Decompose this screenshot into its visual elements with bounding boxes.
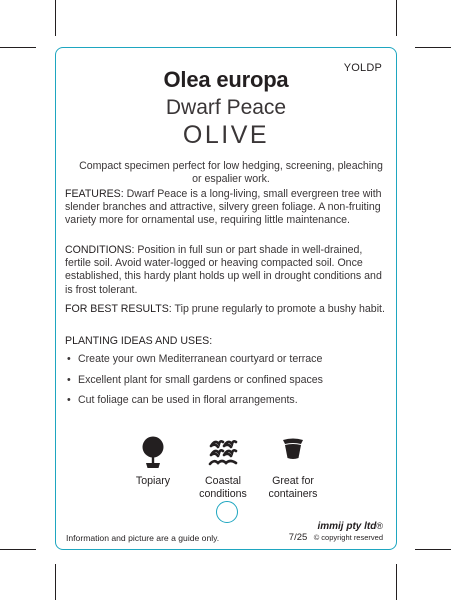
crop-mark	[415, 549, 451, 550]
plant-label-card	[55, 47, 397, 550]
features-text: Dwarf Peace is a long-living, small evergreen tree with slender branches and attractive, silvery green foliage. A non-fruiting variety more for ornamental use, requiring little maintenance.	[65, 188, 382, 227]
topiary-label: Topiary	[135, 475, 171, 487]
planting-heading: PLANTING IDEAS AND USES:	[65, 335, 213, 347]
coastal-label	[183, 475, 263, 500]
copyright: © copyright reserved	[313, 533, 383, 542]
punch-hole-circle	[216, 501, 238, 523]
conditions-section	[65, 244, 387, 297]
bullet-icon: •	[67, 373, 71, 386]
intro-text: Compact specimen perfect for low hedging, screening, pleaching or espalier work.	[79, 160, 383, 186]
best-results-section	[65, 303, 387, 316]
botanical-name: Olea europa	[163, 67, 289, 92]
bullet-icon: •	[67, 353, 71, 365]
brand-name: immij pty ltd	[317, 521, 377, 532]
container-label-line1: Great for	[272, 475, 314, 487]
best-results-heading: FOR BEST RESULTS:	[65, 303, 172, 315]
crop-mark	[0, 549, 36, 550]
crop-mark	[0, 47, 36, 48]
coastal-label-line2: conditions	[199, 487, 247, 500]
crop-mark	[396, 0, 397, 36]
disclaimer: Information and picture are a guide only.	[66, 533, 220, 543]
list-item-text: Excellent plant for small gardens or confined spaces	[78, 373, 323, 386]
list-item-text: Cut foliage can be used in floral arrangements.	[78, 394, 298, 406]
features-section	[65, 188, 387, 228]
features-heading: FEATURES:	[65, 188, 124, 200]
label-number: 7/25	[288, 532, 308, 543]
list-item	[65, 394, 387, 415]
planting-list	[65, 353, 387, 415]
conditions-heading: CONDITIONS	[65, 244, 132, 256]
conditions-text: : Position in full sun or part shade in well-drained, fertile soil. Avoid water-logged or heaving compacted soil. Once established, this hardy plant holds up well in drought conditions and is frost tolerant.	[65, 244, 382, 296]
variety-name: Dwarf Peace	[165, 96, 287, 119]
pot-icon	[275, 434, 311, 470]
best-results-text: Tip prune regularly to promote a bushy habit.	[174, 303, 385, 315]
container-label	[253, 475, 333, 500]
common-name: OLIVE	[182, 121, 270, 149]
brand-logo	[317, 521, 383, 532]
list-item-text: Create your own Mediterranean courtyard or terrace	[78, 353, 323, 365]
crop-mark	[396, 564, 397, 600]
product-code: YOLDP	[343, 62, 382, 74]
bullet-icon: •	[67, 394, 71, 406]
registered-mark: ®	[376, 521, 383, 531]
topiary-icon	[135, 434, 171, 470]
coastal-icon	[205, 434, 241, 470]
coastal-label-line1: Coastal	[205, 475, 241, 487]
crop-mark	[415, 47, 451, 48]
crop-mark	[55, 564, 56, 600]
list-item	[65, 353, 387, 374]
crop-mark	[55, 0, 56, 36]
container-label-line2: containers	[268, 487, 318, 500]
coastal-feature	[183, 434, 263, 500]
list-item	[65, 374, 387, 395]
container-feature	[253, 434, 333, 500]
topiary-feature	[113, 434, 193, 488]
footer-info	[289, 532, 383, 543]
